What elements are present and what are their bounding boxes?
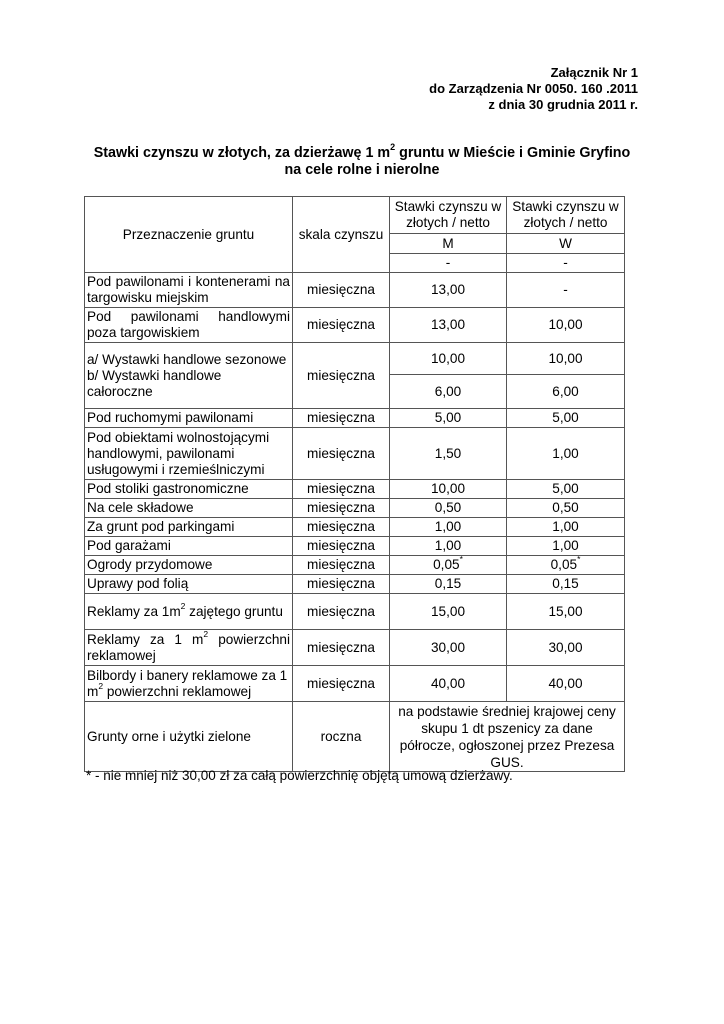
row-rate-m: 0,15 — [390, 575, 507, 594]
rates-table — [84, 196, 625, 772]
table-row — [85, 480, 625, 499]
row-rate-m: 1,00 — [390, 537, 507, 556]
row-purpose-group — [85, 343, 293, 409]
title-line-1 — [40, 142, 684, 162]
row-scale: miesięczna — [293, 409, 390, 428]
row-purpose: Ogrody przydomowe — [85, 556, 293, 575]
superscript: 2 — [98, 680, 104, 691]
superscript: 2 — [203, 628, 209, 639]
row-rate-m: 40,00 — [390, 666, 507, 702]
row-rate-w: 0,50 — [507, 499, 625, 518]
row-purpose-post: powierzchni reklamowej — [87, 631, 290, 663]
table-row — [85, 343, 625, 375]
row-rate-m: 0,05 — [433, 557, 460, 572]
row-scale: miesięczna — [293, 273, 390, 308]
header-scale: skala czynszu — [293, 197, 390, 273]
row-rate-m: 10,00 — [390, 343, 507, 375]
title-part-2: gruntu w Mieście i Gminie Gryfino — [395, 145, 631, 161]
row-rate-m: 13,00 — [390, 273, 507, 308]
row-purpose-a: a/ Wystawki handlowe sezonowe — [87, 351, 287, 367]
row-purpose: Na cele składowe — [85, 499, 293, 518]
row-rate-w: 10,00 — [507, 343, 625, 375]
row-rate-m: 5,00 — [390, 409, 507, 428]
table-row — [85, 594, 625, 630]
row-rate-w: 1,00 — [507, 428, 625, 480]
row-rate-w: 6,00 — [507, 375, 625, 409]
row-rate-m: 13,00 — [390, 308, 507, 343]
row-purpose: Pod pawilonami i kontenerami na targowisku miejskim — [85, 273, 293, 308]
title-part-1: Stawki czynszu w złotych, za dzierżawę 1 m — [93, 145, 391, 161]
header-row — [85, 197, 625, 234]
row-rate-m: 15,00 — [390, 594, 507, 630]
row-purpose-b: b/ Wystawki handlowe całoroczne — [87, 367, 222, 399]
row-scale: miesięczna — [293, 308, 390, 343]
row-purpose-post: powierzchni reklamowej — [103, 683, 252, 699]
row-scale: miesięczna — [293, 594, 390, 630]
table-row — [85, 428, 625, 480]
table-row — [85, 630, 625, 666]
row-rate-m: 10,00 — [390, 480, 507, 499]
header-code-w: W — [507, 234, 625, 254]
row-scale: miesięczna — [293, 518, 390, 537]
row-purpose: Za grunt pod parkingami — [85, 518, 293, 537]
row-scale: miesięczna — [293, 575, 390, 594]
table-row — [85, 409, 625, 428]
row-purpose: Uprawy pod folią — [85, 575, 293, 594]
row-rate-m: 1,00 — [390, 518, 507, 537]
row-purpose: Pod ruchomymi pawilonami — [85, 409, 293, 428]
row-purpose-pre: Bilbordy i banery reklamowe za 1 m — [87, 667, 288, 699]
table-row — [85, 273, 625, 308]
row-rate-w: - — [507, 273, 625, 308]
row-rate-w: 1,00 — [507, 537, 625, 556]
row-rate-w: 0,15 — [507, 575, 625, 594]
annex-date: z dnia 30 grudnia 2011 r. — [488, 97, 638, 112]
row-rate-w-cell — [507, 556, 625, 575]
header-purpose: Przeznaczenie gruntu — [85, 197, 293, 273]
row-rate-w: 5,00 — [507, 409, 625, 428]
table-row — [85, 666, 625, 702]
row-rate-m: 0,50 — [390, 499, 507, 518]
row-scale: roczna — [293, 702, 390, 772]
row-rate-w: 40,00 — [507, 666, 625, 702]
row-purpose: Grunty orne i użytki zielone — [85, 702, 293, 772]
superscript: 2 — [180, 600, 186, 611]
table-row — [85, 537, 625, 556]
row-purpose: Pod obiektami wolnostojącymi handlowymi, pawilonami usługowymi i rzemieślniczymi — [85, 428, 293, 480]
row-purpose — [85, 594, 293, 630]
row-rate-basis: na podstawie średniej krajowej ceny skupu 1 dt pszenicy za dane półrocze, ogłoszonej przez Prezesa GUS. — [390, 702, 625, 772]
row-scale: miesięczna — [293, 666, 390, 702]
row-scale: miesięczna — [293, 556, 390, 575]
table-row — [85, 702, 625, 772]
footnote: * - nie mniej niż 30,00 zł za całą powierzchnię objętą umową dzierżawy. — [86, 768, 513, 783]
row-purpose-pre: Reklamy za 1m — [87, 603, 181, 619]
header-rate-m: Stawki czynszu w złotych / netto — [390, 197, 507, 234]
row-purpose-post: zajętego gruntu — [185, 603, 283, 619]
row-rate-w: 5,00 — [507, 480, 625, 499]
title-line-2: na cele rolne i nierolne — [284, 162, 440, 178]
row-scale: miesięczna — [293, 499, 390, 518]
row-rate-w: 10,00 — [507, 308, 625, 343]
row-scale: miesięczna — [293, 428, 390, 480]
row-rate-w: 30,00 — [507, 630, 625, 666]
row-purpose-pre: Reklamy za 1 m — [87, 631, 204, 647]
row-rate-m: 1,50 — [390, 428, 507, 480]
row-purpose: Pod stoliki gastronomiczne — [85, 480, 293, 499]
footnote-mark: * — [577, 554, 581, 565]
row-scale: miesięczna — [293, 630, 390, 666]
header-dash-m: - — [390, 254, 507, 273]
table-row — [85, 308, 625, 343]
row-purpose: Pod pawilonami handlowymi poza targowiskiem — [85, 308, 293, 343]
header-dash-w: - — [507, 254, 625, 273]
row-scale: miesięczna — [293, 343, 390, 409]
row-rate-m-cell — [390, 556, 507, 575]
title-superscript: 2 — [390, 142, 396, 153]
footnote-mark: * — [459, 554, 463, 565]
row-rate-m: 6,00 — [390, 375, 507, 409]
row-rate-m: 30,00 — [390, 630, 507, 666]
table-row — [85, 556, 625, 575]
header-code-m: M — [390, 234, 507, 254]
row-purpose: Pod garażami — [85, 537, 293, 556]
row-rate-w: 1,00 — [507, 518, 625, 537]
table-row — [85, 518, 625, 537]
annex-ordinance: do Zarządzenia Nr 0050. 160 .2011 — [429, 81, 638, 96]
annex-number: Załącznik Nr 1 — [550, 65, 638, 80]
header-rate-w: Stawki czynszu w złotych / netto — [507, 197, 625, 234]
row-scale: miesięczna — [293, 480, 390, 499]
row-rate-w: 0,05 — [550, 557, 578, 572]
row-scale: miesięczna — [293, 537, 390, 556]
table-row — [85, 499, 625, 518]
row-purpose — [85, 666, 293, 702]
row-rate-w: 15,00 — [507, 594, 625, 630]
row-purpose — [85, 630, 293, 666]
document-title — [40, 142, 684, 179]
annex-header — [429, 65, 638, 113]
table-row — [85, 575, 625, 594]
